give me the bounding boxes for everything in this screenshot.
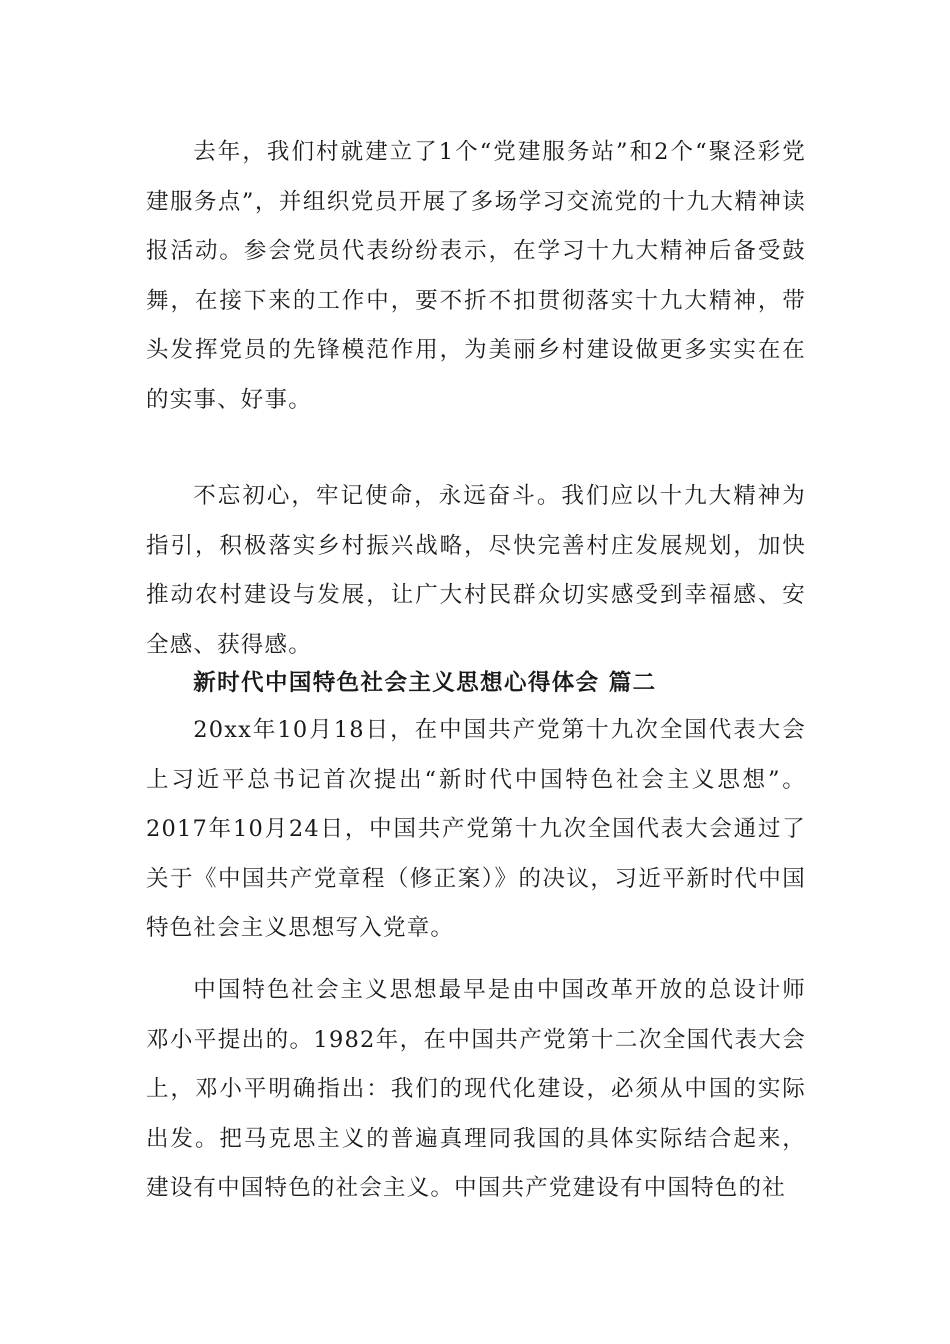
paragraph-village-party-station [146, 128, 806, 426]
section-heading-block [146, 659, 806, 709]
body-paragraph: 中国特色社会主义思想最早是由中国改革开放的总设计师邓小平提出的。1982年，在中国共产党第十二次全国代表大会上，邓小平明确指出：我们的现代化建设，必须从中国的实际出发。把马克思主义的普遍真理同我国的具体实际结合起来，建设有中国特色的社会主义。中国共产党建设有中国特色的社 [146, 977, 806, 1202]
paragraph-deng-xiaoping [146, 966, 806, 1214]
body-paragraph: 去年，我们村就建立了1个“党建服务站”和2个“聚泾彩党建服务点”，并组织党员开展了多场学习交流党的十九大精神读报活动。参会党员代表纷纷表示，在学习十九大精神后备受鼓舞，在接下来的工作中，要不折不扣贯彻落实十九大精神，带头发挥党员的先锋模范作用，为美丽乡村建设做更多实实在在的实事、好事。 [146, 139, 806, 413]
body-paragraph: 不忘初心，牢记使命，永远奋斗。我们应以十九大精神为指引，积极落实乡村振兴战略，尽快完善村庄发展规划，加快推动农村建设与发展，让广大村民群众切实感受到幸福感、安全感、获得感。 [146, 483, 806, 658]
paragraph-original-mission [146, 472, 806, 670]
section-heading: 新时代中国特色社会主义思想心得体会 篇二 [193, 670, 657, 696]
paragraph-nineteenth-congress [146, 706, 806, 954]
body-paragraph: 20xx年10月18日，在中国共产党第十九次全国代表大会上习近平总书记首次提出“新时代中国特色社会主义思想”。2017年10月24日，中国共产党第十九次全国代表大会通过了关于《中国共产党章程（修正案）》的决议，习近平新时代中国特色社会主义思想写入党章。 [146, 717, 806, 942]
